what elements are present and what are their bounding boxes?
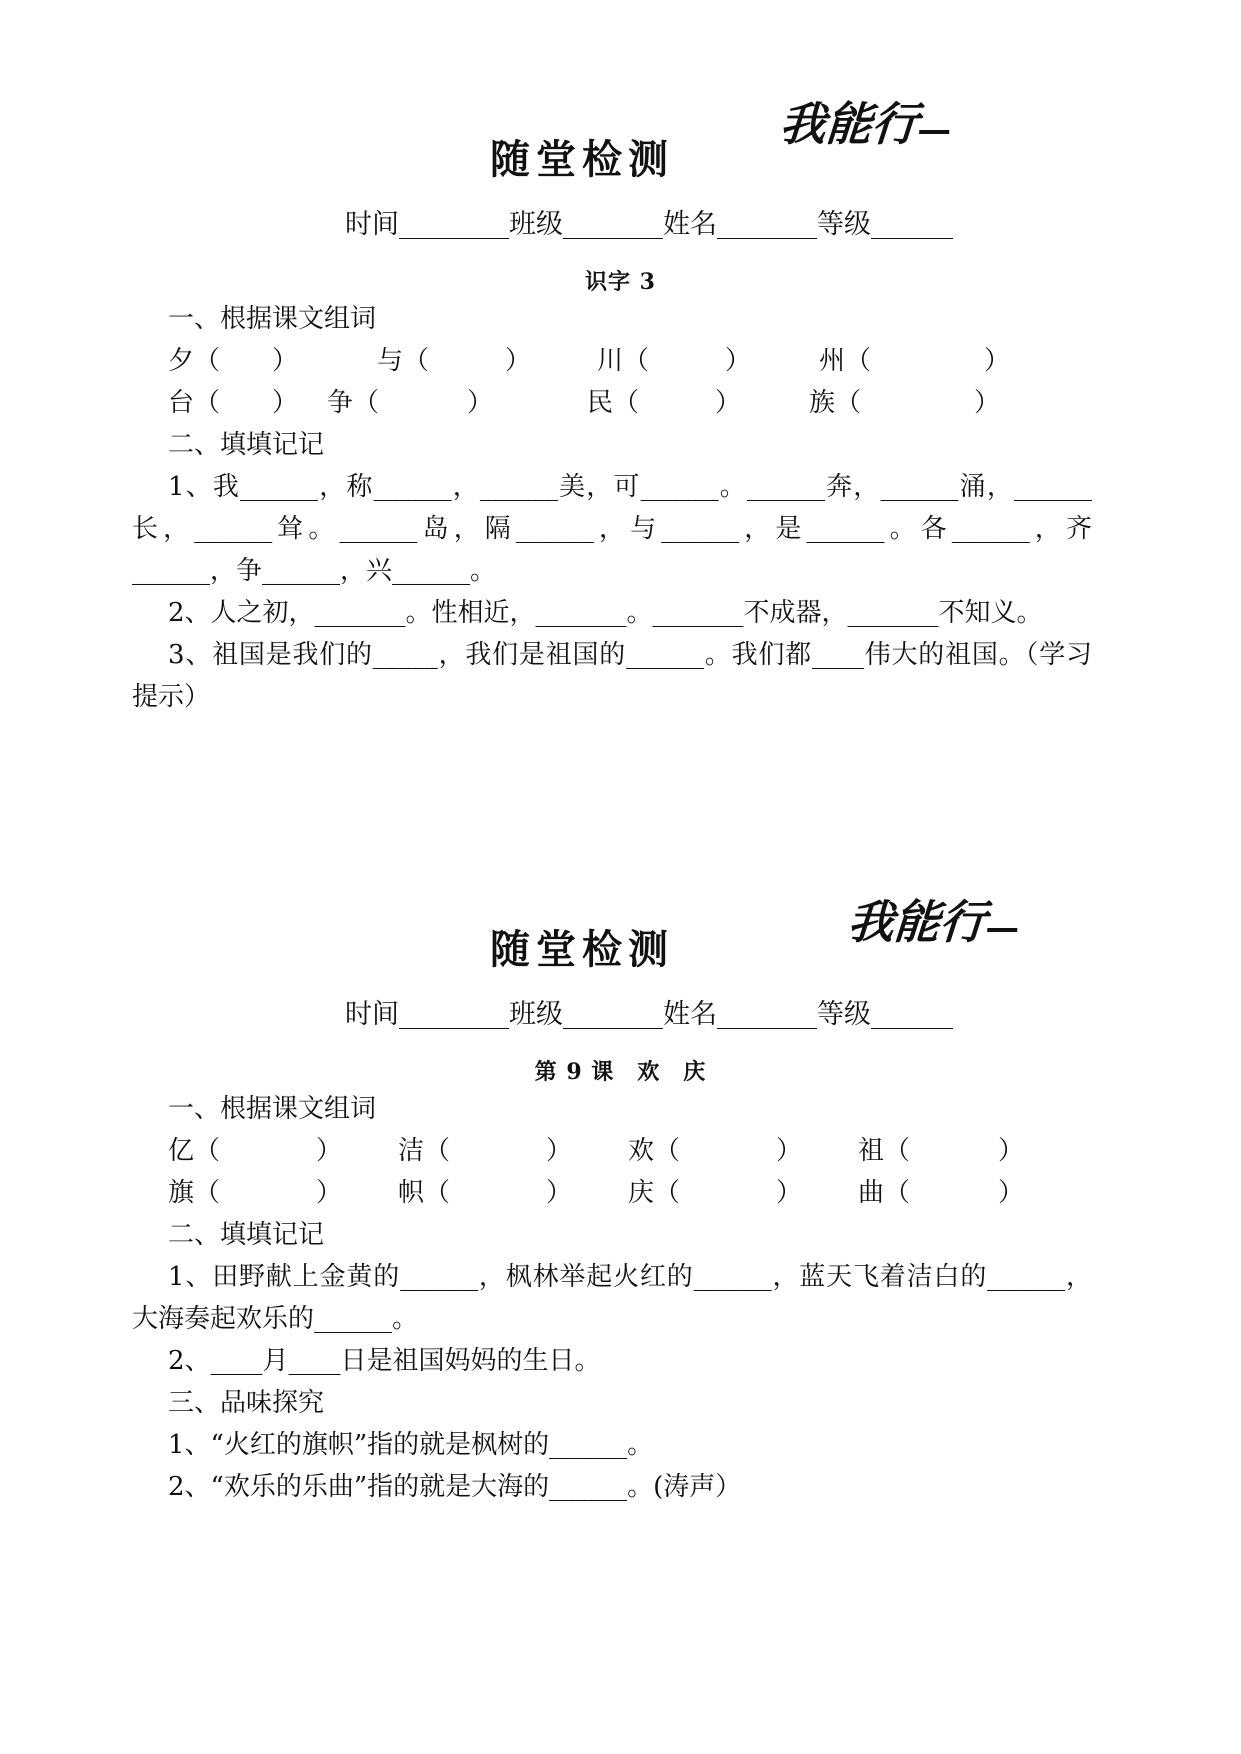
section-heading: 一、根据课文组词 <box>168 1094 377 1124</box>
question-2: 2、人之初，_______。性相近，_______。_______不成器，_______不知义。 <box>168 598 1043 628</box>
class-label: 班级 <box>509 999 563 1030</box>
question-3: 3、祖国是我们的_____，我们是祖国的______。我们都____伟大的祖国。（学习提示） <box>132 640 1092 712</box>
word-close: ） <box>998 1136 1025 1166</box>
question-2: 2、____月____日是祖国妈妈的生日。 <box>168 1346 601 1376</box>
word-prompt: 祖（ <box>858 1136 911 1166</box>
question-1: 1、我______，称______，______美，可______。______奔，______涌，______长，______耸。______岛，隔______，与______，是______。各______，齐______，争______，兴______。 <box>132 472 1092 586</box>
word-prompt: 族（ <box>809 388 862 418</box>
name-blank[interactable] <box>717 1000 817 1029</box>
worksheet-2 <box>0 790 1241 1590</box>
word-close: ） <box>467 388 494 418</box>
worksheet-title: 随堂检测 <box>490 136 674 183</box>
word-close: ） <box>715 388 742 418</box>
word-close: ） <box>316 1178 343 1208</box>
grade-blank[interactable] <box>871 1000 953 1029</box>
lesson-title: 识字 3 <box>585 269 656 295</box>
time-label: 时间 <box>345 209 399 240</box>
word-close: ） <box>776 1178 803 1208</box>
slogan-handwriting: 我能行 <box>778 88 953 154</box>
section-heading: 一、根据课文组词 <box>168 304 377 334</box>
name-blank[interactable] <box>717 210 817 239</box>
word-close: ） <box>725 346 752 376</box>
word-row-1 <box>132 340 1092 382</box>
lesson-title: 第 9 课 欢 庆 <box>534 1059 707 1085</box>
time-blank[interactable] <box>399 1000 509 1029</box>
grade-label: 等级 <box>817 999 871 1030</box>
student-info-line <box>345 992 953 1031</box>
worksheet-1 <box>0 0 1241 800</box>
word-close: ） <box>974 388 1001 418</box>
section-heading: 二、填填记记 <box>168 1220 325 1250</box>
word-close: ） <box>984 346 1011 376</box>
worksheet-body <box>132 1088 1092 1508</box>
word-prompt: 夕（ <box>168 346 221 376</box>
question-4: 2、“欢乐的乐曲”指的就是大海的______。(涛声） <box>168 1472 742 1502</box>
worksheet-title: 随堂检测 <box>490 926 674 973</box>
student-info-line <box>345 202 953 241</box>
word-row-2 <box>132 1172 1092 1214</box>
word-row-2 <box>132 382 1092 424</box>
word-prompt: 川（ <box>597 346 650 376</box>
word-prompt: 曲（ <box>858 1178 911 1208</box>
word-close: ） <box>272 388 299 418</box>
worksheet-body <box>132 298 1092 718</box>
word-prompt: 争（ <box>327 388 380 418</box>
time-label: 时间 <box>345 999 399 1030</box>
section-heading: 二、填填记记 <box>168 430 325 460</box>
word-prompt: 帜（ <box>398 1178 451 1208</box>
word-prompt: 庆（ <box>628 1178 681 1208</box>
word-prompt: 欢（ <box>628 1136 681 1166</box>
grade-blank[interactable] <box>871 210 953 239</box>
word-close: ） <box>272 346 299 376</box>
word-close: ） <box>776 1136 803 1166</box>
word-close: ） <box>505 346 532 376</box>
word-prompt: 州（ <box>819 346 872 376</box>
name-label: 姓名 <box>663 209 717 240</box>
word-prompt: 洁（ <box>398 1136 451 1166</box>
word-close: ） <box>316 1136 343 1166</box>
slogan-handwriting: 我能行 <box>846 886 1021 952</box>
word-prompt: 与（ <box>377 346 430 376</box>
class-blank[interactable] <box>563 1000 663 1029</box>
word-close: ） <box>998 1178 1025 1208</box>
word-close: ） <box>546 1136 573 1166</box>
word-close: ） <box>546 1178 573 1208</box>
class-blank[interactable] <box>563 210 663 239</box>
section-heading: 三、品味探究 <box>168 1388 325 1418</box>
question-3: 1、“火红的旗帜”指的就是枫树的______。 <box>168 1430 654 1460</box>
word-prompt: 台（ <box>168 388 221 418</box>
grade-label: 等级 <box>817 209 871 240</box>
word-prompt: 民（ <box>587 388 640 418</box>
name-label: 姓名 <box>663 999 717 1030</box>
class-label: 班级 <box>509 209 563 240</box>
word-prompt: 旗（ <box>168 1178 221 1208</box>
time-blank[interactable] <box>399 210 509 239</box>
question-1: 1、田野献上金黄的______，枫林举起火红的______，蓝天飞着洁白的______，大海奏起欢乐的______。 <box>132 1262 1092 1334</box>
word-row-1 <box>132 1130 1092 1172</box>
word-prompt: 亿（ <box>168 1136 221 1166</box>
